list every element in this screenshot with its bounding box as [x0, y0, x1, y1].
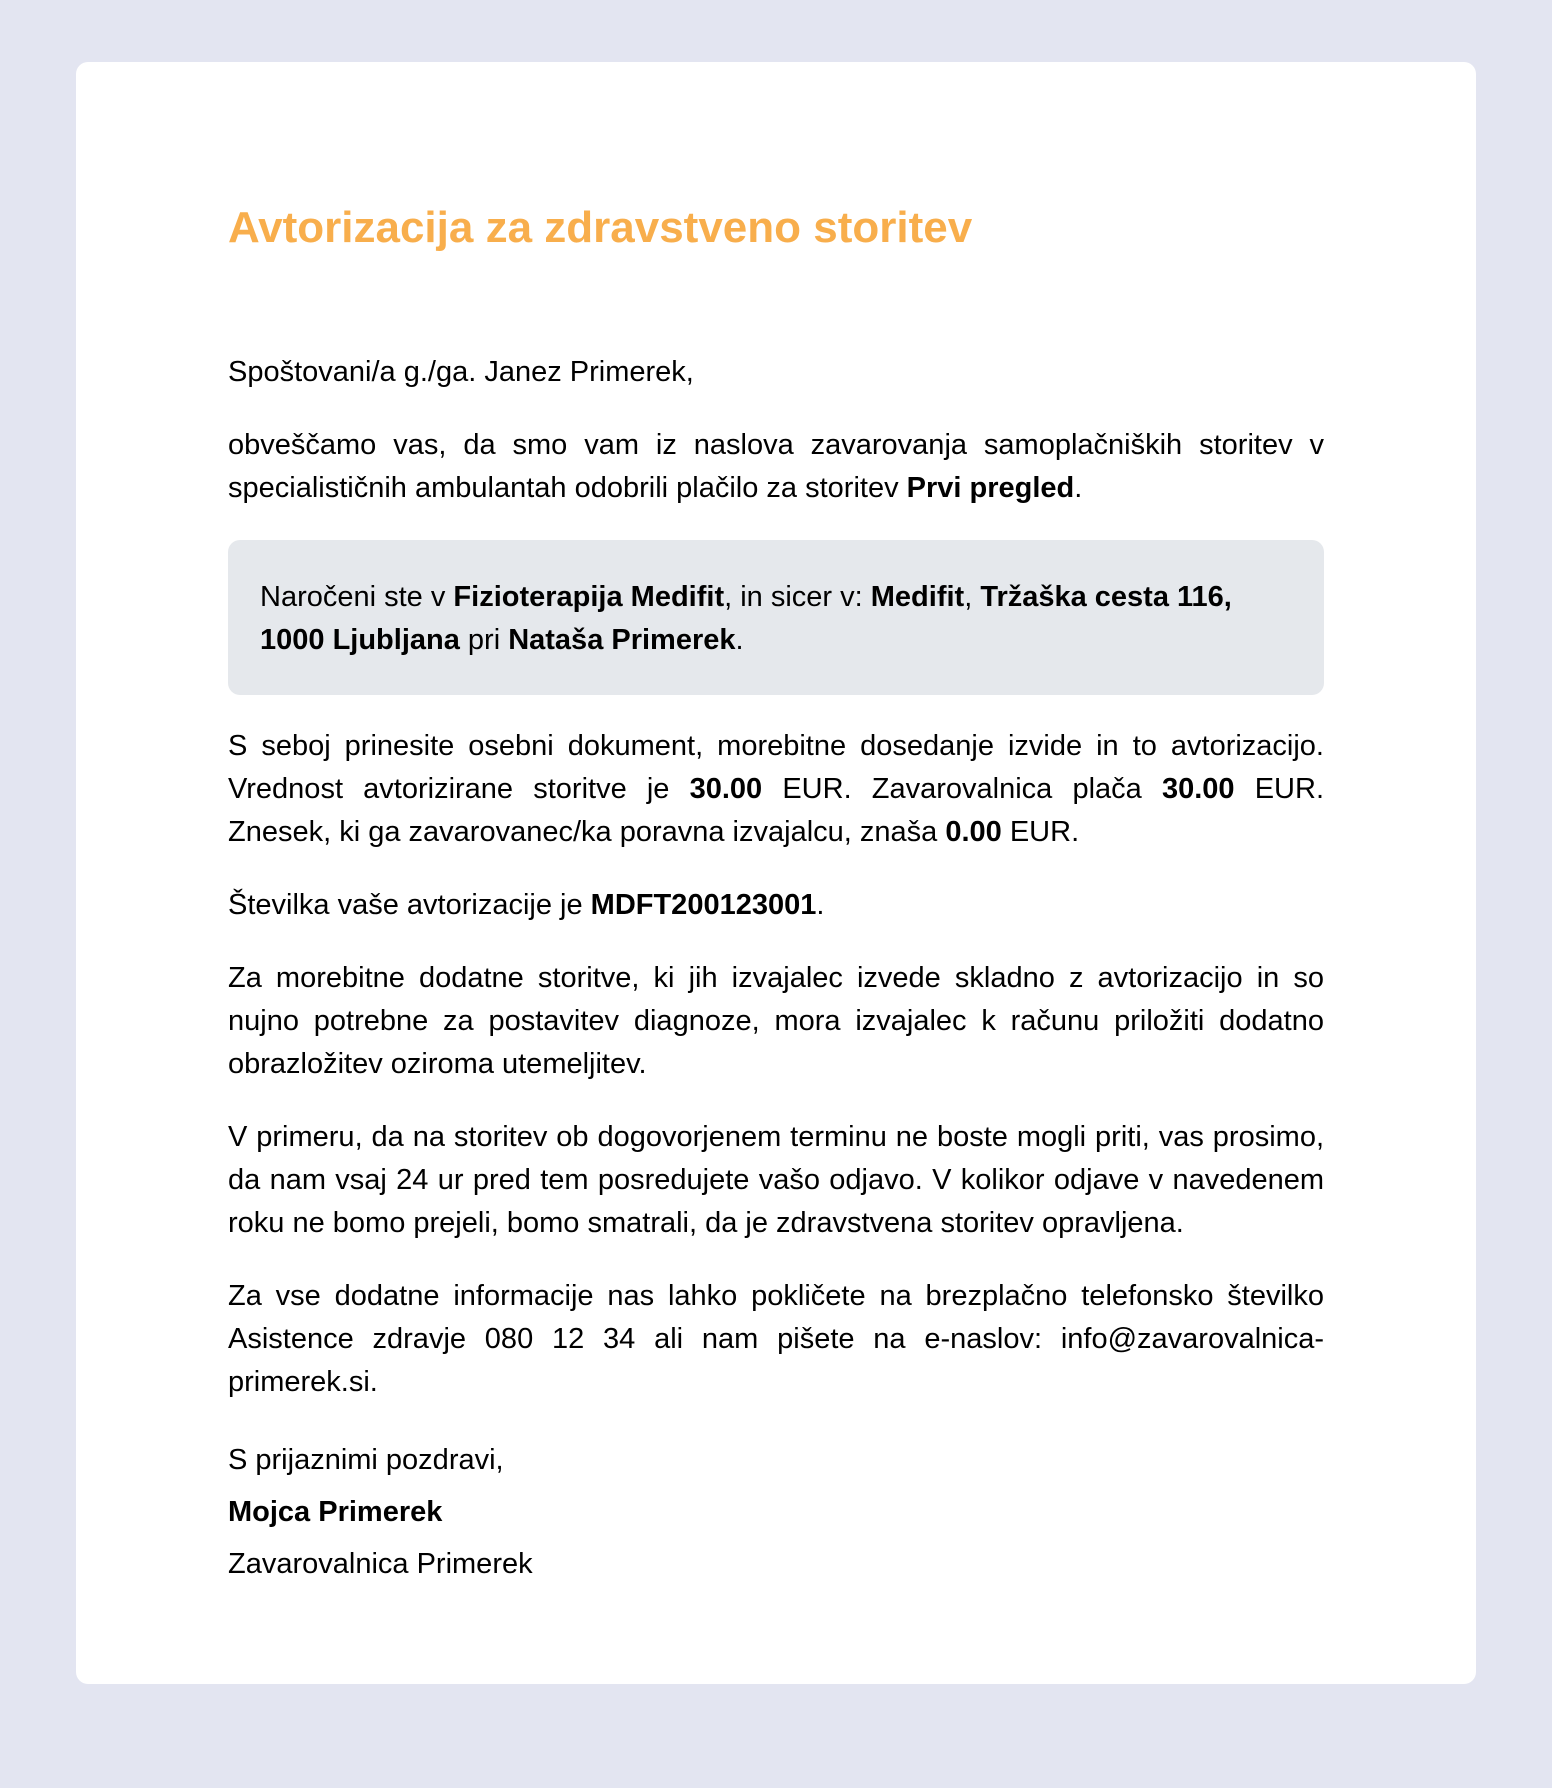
signoff	[228, 1434, 1324, 1590]
additional-services-paragraph: Za morebitne dodatne storitve, ki jih izvajalec izvede skladno z avtorizacijo in so nujno potrebne za postavitev diagnoze, mora izvajalec k računu priložiti dodatno obrazložitev oziroma utemeljitev.	[228, 961, 1324, 1080]
contact-paragraph: Za vse dodatne informacije nas lahko pokličete na brezplačno telefonsko številko Asistence zdravje 080 12 34 ali nam pišete na e-naslov: info@zavarovalnica-primerek.si.	[228, 1279, 1324, 1398]
appointment-box	[228, 540, 1324, 695]
salutation: Spoštovani/a g./ga. Janez Primerek,	[228, 355, 694, 388]
signoff-name: Mojca Primerek	[228, 1495, 443, 1528]
letter-card	[76, 62, 1476, 1684]
letter-title: Avtorizacija za zdravstveno storitev	[228, 203, 973, 252]
appointment-text: Naročeni ste v Fizioterapija Medifit, in sicer v: Medifit, Tržaška cesta 116, 1000 Ljubljana pri Nataša Primerek.	[260, 580, 1232, 656]
signoff-company: Zavarovalnica Primerek	[228, 1547, 533, 1580]
intro-paragraph: obveščamo vas, da smo vam iz naslova zavarovanja samoplačniških storitev v specialističnih ambulantah odobrili plačilo za storitev Prvi pregled.	[228, 428, 1324, 504]
authorization-number-paragraph: Številka vaše avtorizacije je MDFT200123001.	[228, 888, 825, 921]
cancellation-paragraph: V primeru, da na storitev ob dogovorjenem terminu ne boste mogli priti, vas prosimo, da nam vsaj 24 ur pred tem posredujete vašo odjavo. V kolikor odjave v navedenem roku ne bomo prejeli, bomo smatrali, da je zdravstvena storitev opravljena.	[228, 1120, 1324, 1239]
signoff-greeting: S prijaznimi pozdravi,	[228, 1443, 504, 1476]
instructions-paragraph: S seboj prinesite osebni dokument, morebitne dosedanje izvide in to avtorizacijo. Vrednost avtorizirane storitve je 30.00 EUR. Zavarovalnica plača 30.00 EUR. Znesek, ki ga zavarovanec/ka poravna izvajalcu, znaša 0.00 EUR.	[228, 729, 1324, 848]
